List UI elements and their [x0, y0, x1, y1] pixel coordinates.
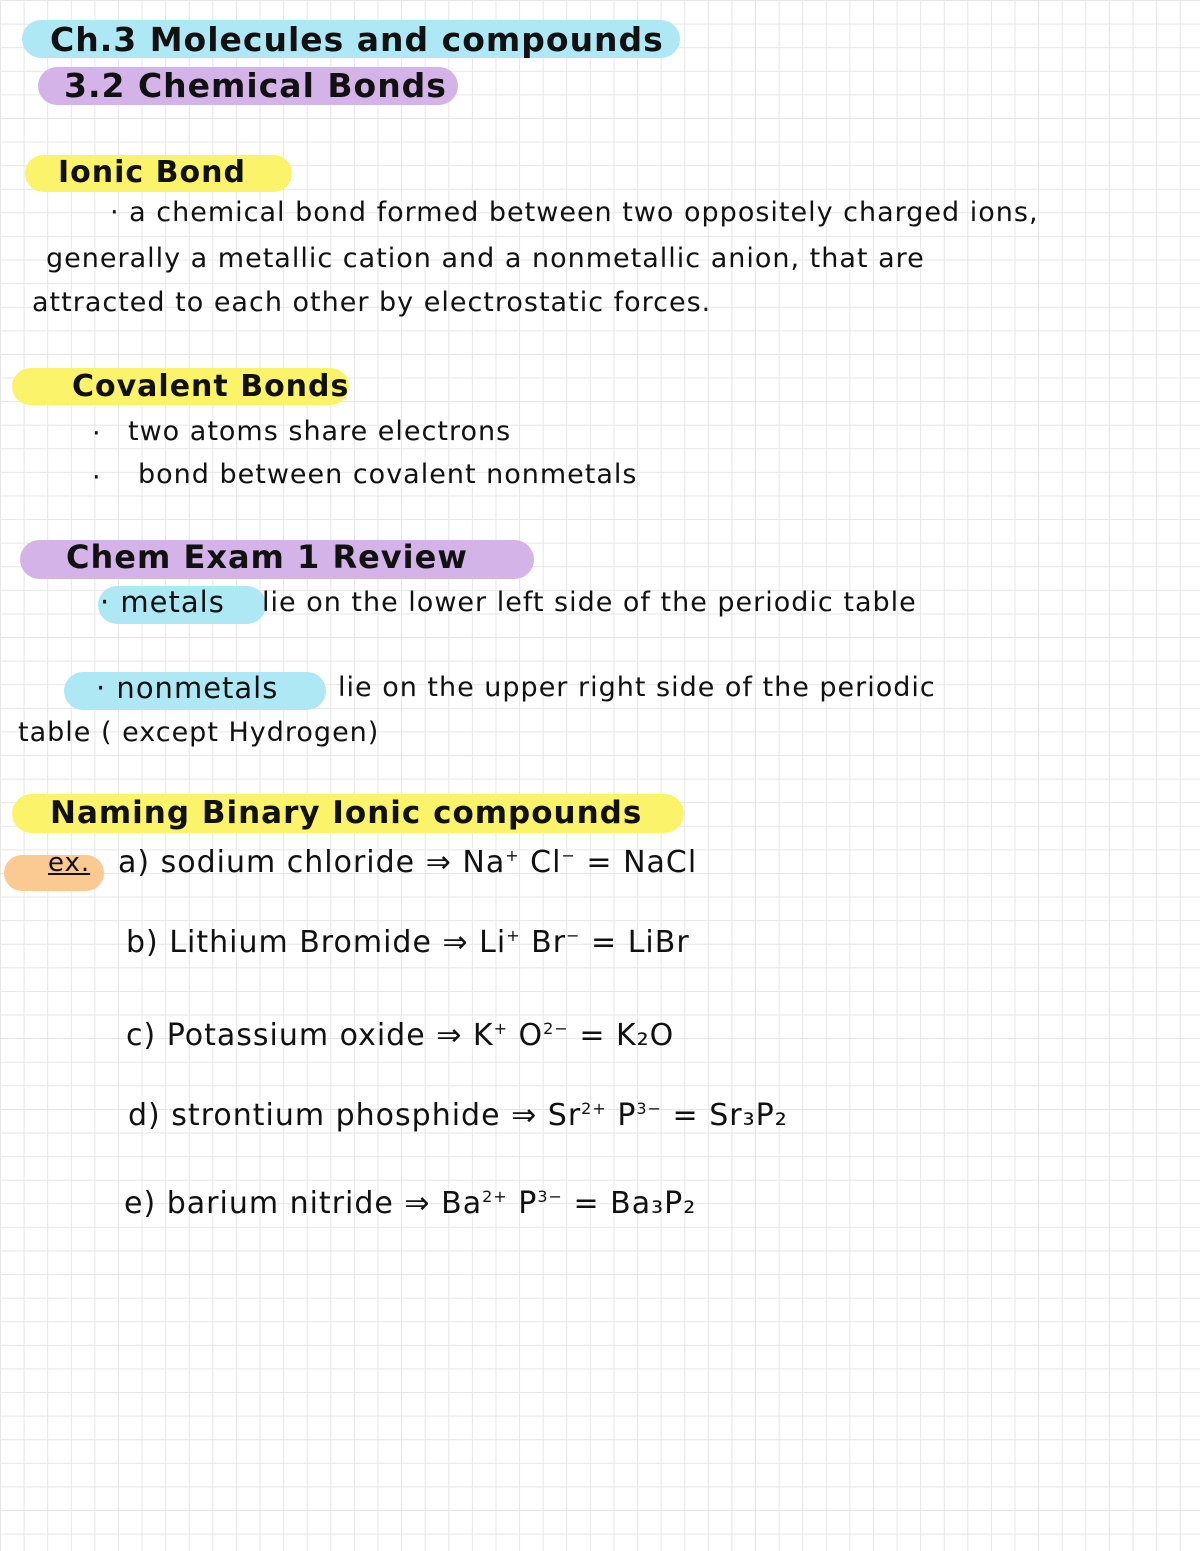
arrow-icon: ⇒ [511, 1098, 538, 1133]
nonmetals-text-cont: table ( except Hydrogen) [18, 717, 380, 748]
metals-text: lie on the lower left side of the periodic table [262, 587, 917, 618]
cation: Ba [441, 1186, 483, 1221]
nonmetals-label: · nonmetals [96, 671, 279, 705]
example-b [126, 925, 690, 960]
example-label: ex. [48, 848, 91, 878]
covalent-bullet-1: two atoms share electrons [128, 416, 512, 447]
ionic-line-1: · a chemical bond formed between two oppositely charged ions, [110, 197, 1039, 228]
compound-name: Lithium Bromide [169, 925, 432, 960]
cation-charge: 2+ [482, 1187, 508, 1206]
cation-charge: 2+ [581, 1099, 607, 1118]
arrow-icon: ⇒ [442, 925, 469, 960]
example-d [128, 1098, 788, 1133]
covalent-heading: Covalent Bonds [72, 369, 350, 404]
example-letter: e) [124, 1186, 157, 1221]
anion-charge: 2− [543, 1019, 569, 1038]
formula: = Ba₃P₂ [573, 1186, 697, 1221]
anion: O [518, 1018, 544, 1053]
example-letter: c) [126, 1018, 157, 1053]
cation-charge: + [505, 846, 520, 865]
compound-name: barium nitride [166, 1186, 394, 1221]
formula: = LiBr [591, 925, 690, 960]
compound-name: sodium chloride [160, 845, 416, 880]
section-title: 3.2 Chemical Bonds [64, 66, 447, 105]
cation: Na [462, 845, 506, 880]
review-heading: Chem Exam 1 Review [66, 538, 468, 576]
compound-name: Potassium oxide [166, 1018, 426, 1053]
cation: Li [479, 925, 507, 960]
formula: = K₂O [579, 1018, 675, 1053]
ionic-heading: Ionic Bond [58, 155, 246, 190]
covalent-bullet-2: bond between covalent nonmetals [138, 459, 638, 490]
anion: Cl [530, 845, 562, 880]
example-e [124, 1186, 696, 1221]
bullet-dot: · [92, 418, 102, 449]
anion: Br [531, 925, 567, 960]
cation: K [472, 1018, 494, 1053]
naming-heading: Naming Binary Ionic compounds [50, 795, 643, 831]
nonmetals-text: lie on the upper right side of the periodic [338, 672, 936, 703]
example-letter: d) [128, 1098, 161, 1133]
arrow-icon: ⇒ [404, 1186, 431, 1221]
arrow-icon: ⇒ [436, 1018, 463, 1053]
example-a [118, 845, 697, 880]
anion-charge: − [566, 926, 581, 945]
anion: P [518, 1186, 538, 1221]
ionic-line-2: generally a metallic cation and a nonmetallic anion, that are [46, 243, 925, 274]
anion: P [617, 1098, 637, 1133]
arrow-icon: ⇒ [425, 845, 452, 880]
ionic-line-3: attracted to each other by electrostatic forces. [32, 287, 712, 318]
cation-charge: + [506, 926, 521, 945]
anion-charge: 3− [537, 1187, 563, 1206]
compound-name: strontium phosphide [171, 1098, 501, 1133]
cation: Sr [547, 1098, 582, 1133]
cation-charge: + [493, 1019, 508, 1038]
anion-charge: − [561, 846, 576, 865]
anion-charge: 3− [636, 1099, 662, 1118]
example-c [126, 1018, 674, 1053]
chapter-title: Ch.3 Molecules and compounds [50, 20, 664, 59]
formula: = NaCl [586, 845, 698, 880]
metals-label: · metals [100, 585, 225, 619]
bullet-dot: · [92, 462, 102, 493]
formula: = Sr₃P₂ [672, 1098, 788, 1133]
example-letter: a) [118, 845, 151, 880]
example-letter: b) [126, 925, 159, 960]
